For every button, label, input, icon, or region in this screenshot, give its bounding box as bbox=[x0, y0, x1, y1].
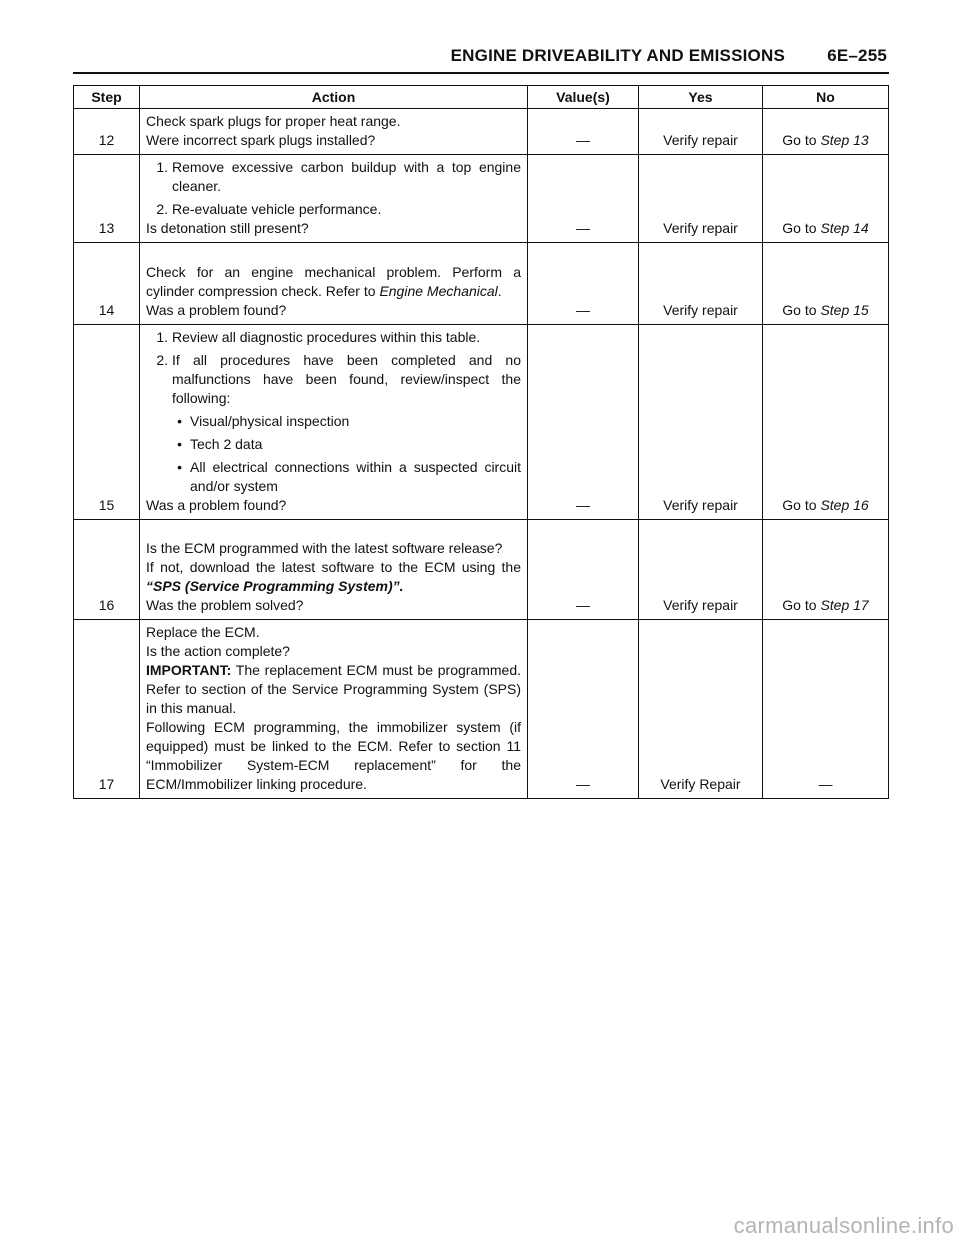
table-row bbox=[74, 520, 889, 620]
action-text-end: . bbox=[497, 283, 502, 299]
action-text: If not, download the latest software to the ECM using the bbox=[146, 559, 521, 575]
yes-cell: Verify Repair bbox=[639, 620, 763, 799]
step-number: 12 bbox=[74, 109, 140, 155]
action-question: Was a problem found? bbox=[146, 302, 287, 318]
value-cell: — bbox=[528, 109, 639, 155]
table-row bbox=[74, 243, 889, 325]
action-question: Was the problem solved? bbox=[146, 597, 304, 613]
table-row bbox=[74, 109, 889, 155]
watermark: carmanualsonline.info bbox=[733, 1213, 954, 1238]
action-cell bbox=[140, 620, 528, 799]
step-reference: Step 16 bbox=[820, 497, 869, 513]
bullet-text: Visual/physical inspection bbox=[190, 413, 350, 429]
action-text: Check for an engine mechanical problem. Perform a cylinder compression check. Refer to bbox=[146, 264, 521, 299]
bullet-symbol: • bbox=[177, 413, 182, 429]
sps-reference: “SPS (Service Programming System)”. bbox=[146, 578, 404, 594]
column-header-yes: Yes bbox=[639, 86, 763, 109]
step-number: 13 bbox=[74, 155, 140, 243]
no-cell bbox=[763, 109, 889, 155]
column-header-action: Action bbox=[140, 86, 528, 109]
step-number: 15 bbox=[74, 325, 140, 520]
no-prefix: Go to bbox=[782, 132, 821, 148]
list-item bbox=[146, 200, 521, 219]
item-text: If all procedures have been completed and no malfunctions have been found, review/inspect the following: bbox=[172, 352, 521, 406]
step-reference: Step 14 bbox=[820, 220, 869, 236]
item-text: Review all diagnostic procedures within this table. bbox=[172, 329, 481, 345]
numbered-list bbox=[146, 158, 521, 219]
action-line: Check spark plugs for proper heat range. bbox=[146, 113, 401, 129]
yes-cell: Verify repair bbox=[639, 325, 763, 520]
action-cell bbox=[140, 325, 528, 520]
list-item bbox=[146, 328, 521, 347]
no-prefix: Go to bbox=[782, 597, 821, 613]
no-cell bbox=[763, 155, 889, 243]
item-number: 1. bbox=[156, 329, 168, 345]
no-prefix: Go to bbox=[782, 302, 821, 318]
bullet-text: Tech 2 data bbox=[190, 436, 263, 452]
bullet-text: All electrical connections within a suspected circuit and/or system bbox=[190, 459, 521, 494]
item-number: 2. bbox=[156, 201, 168, 217]
action-line: Replace the ECM. bbox=[146, 624, 260, 640]
diagnostic-table bbox=[73, 85, 889, 799]
page-header bbox=[73, 44, 889, 74]
action-line: Is the ECM programmed with the latest software release? bbox=[146, 540, 503, 556]
action-cell bbox=[140, 155, 528, 243]
table-row bbox=[74, 620, 889, 799]
item-text: Remove excessive carbon buildup with a top engine cleaner. bbox=[172, 159, 521, 194]
step-reference: Step 17 bbox=[820, 597, 869, 613]
table-header-row bbox=[74, 86, 889, 109]
step-reference: Step 13 bbox=[820, 132, 869, 148]
bullet-item bbox=[146, 458, 521, 496]
column-header-no: No bbox=[763, 86, 889, 109]
item-number: 1. bbox=[156, 159, 168, 175]
page-number: 6E–255 bbox=[827, 46, 887, 65]
value-cell: — bbox=[528, 243, 639, 325]
bullet-list bbox=[146, 412, 521, 496]
no-prefix: Go to bbox=[782, 497, 821, 513]
yes-cell: Verify repair bbox=[639, 109, 763, 155]
action-question: Was a problem found? bbox=[146, 497, 287, 513]
important-note bbox=[146, 661, 521, 718]
step-reference: Step 15 bbox=[820, 302, 869, 318]
action-paragraph bbox=[146, 558, 521, 596]
list-item bbox=[146, 158, 521, 196]
action-cell bbox=[140, 109, 528, 155]
action-cell bbox=[140, 520, 528, 620]
section-title: ENGINE DRIVEABILITY AND EMISSIONS bbox=[450, 46, 785, 65]
yes-cell: Verify repair bbox=[639, 155, 763, 243]
action-question: Were incorrect spark plugs installed? bbox=[146, 132, 376, 148]
bullet-symbol: • bbox=[177, 436, 182, 452]
step-number: 16 bbox=[74, 520, 140, 620]
action-paragraph bbox=[146, 263, 521, 301]
table-row bbox=[74, 325, 889, 520]
no-cell bbox=[763, 243, 889, 325]
action-question: Is detonation still present? bbox=[146, 220, 309, 236]
step-number: 14 bbox=[74, 243, 140, 325]
yes-cell: Verify repair bbox=[639, 520, 763, 620]
no-cell bbox=[763, 325, 889, 520]
column-header-values: Value(s) bbox=[528, 86, 639, 109]
important-text: The replacement ECM must be programmed. Refer to section of the Service Programming System (SPS) in this manual. bbox=[146, 662, 521, 716]
item-text: Re-evaluate vehicle performance. bbox=[172, 201, 382, 217]
table-row bbox=[74, 155, 889, 243]
yes-cell: Verify repair bbox=[639, 243, 763, 325]
no-cell bbox=[763, 520, 889, 620]
column-header-step: Step bbox=[74, 86, 140, 109]
step-number: 17 bbox=[74, 620, 140, 799]
manual-reference: Engine Mechanical bbox=[379, 283, 498, 299]
bullet-symbol: • bbox=[177, 459, 182, 475]
value-cell: — bbox=[528, 325, 639, 520]
action-question: Is the action complete? bbox=[146, 643, 290, 659]
bullet-item bbox=[146, 435, 521, 454]
action-paragraph: Following ECM programming, the immobilizer system (if equipped) must be linked to the ECM. Refer to section 11 “Immobilizer System-ECM replacement” for the ECM/Immobilizer linking procedure. bbox=[146, 719, 521, 792]
numbered-list bbox=[146, 328, 521, 408]
value-cell: — bbox=[528, 520, 639, 620]
action-cell bbox=[140, 243, 528, 325]
item-number: 2. bbox=[156, 352, 168, 368]
no-prefix: Go to bbox=[782, 220, 821, 236]
bullet-item bbox=[146, 412, 521, 431]
value-cell: — bbox=[528, 620, 639, 799]
list-item bbox=[146, 351, 521, 408]
no-cell: — bbox=[763, 620, 889, 799]
important-label: IMPORTANT: bbox=[146, 662, 232, 678]
value-cell: — bbox=[528, 155, 639, 243]
